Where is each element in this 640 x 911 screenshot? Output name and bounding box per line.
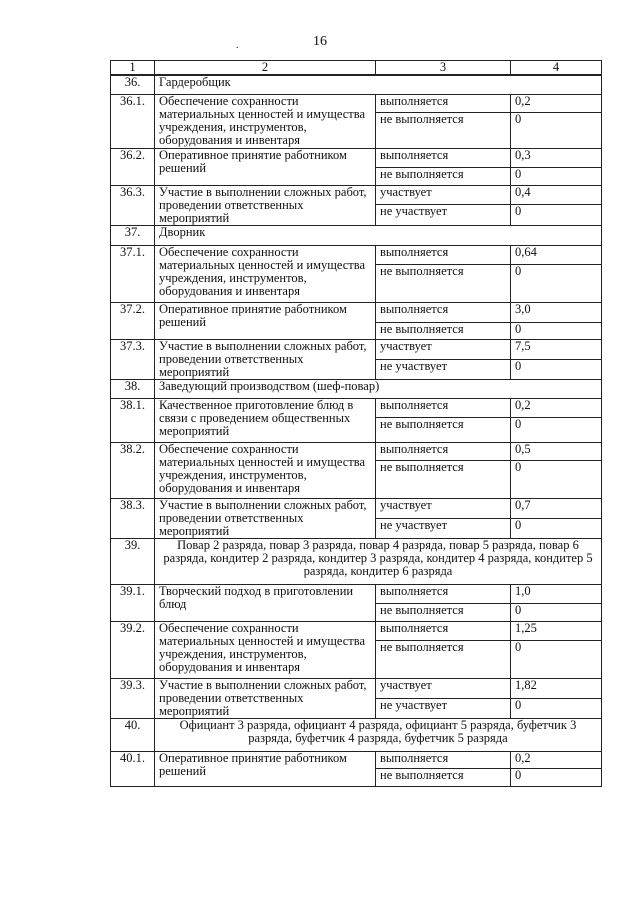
- table-row: [111, 751, 602, 768]
- table-row: [111, 398, 602, 417]
- condition-text: не выполняется: [376, 112, 511, 148]
- condition-text: не выполняется: [376, 768, 511, 786]
- header-col-1: 1: [111, 61, 155, 76]
- section-row: [111, 225, 602, 245]
- table-row: [111, 498, 602, 518]
- item-number: 37.2.: [111, 302, 155, 339]
- page-number: 16: [313, 34, 327, 49]
- section-row: [111, 75, 602, 94]
- item-description: Обеспечение сохранности материальных ценностей и имущества учреждения, инструментов, оборудования и инвентаря: [155, 442, 376, 498]
- header-col-2: 2: [155, 61, 376, 76]
- item-description: Качественное приготовление блюд в связи с проведением общественных мероприятий: [155, 398, 376, 442]
- section-number: 36.: [111, 75, 155, 94]
- item-number: 36.3.: [111, 185, 155, 225]
- table-header-row: [111, 61, 602, 76]
- item-description: Участие в выполнении сложных работ, проведении ответственных мероприятий: [155, 678, 376, 718]
- condition-text: участвует: [376, 678, 511, 699]
- condition-text: выполняется: [376, 94, 511, 112]
- condition-text: не выполняется: [376, 167, 511, 185]
- coefficient-value: 0: [511, 112, 602, 148]
- section-row: [111, 538, 602, 584]
- coefficient-value: 0: [511, 204, 602, 225]
- section-title: Официант 3 разряда, официант 4 разряда, официант 5 разряда, буфетчик 3 разряда, буфетчик 4 разряда, буфетчик 5 разряда: [155, 718, 602, 751]
- coefficient-value: 0,7: [511, 498, 602, 518]
- coefficient-value: 0: [511, 264, 602, 302]
- coefficient-value: 1,82: [511, 678, 602, 699]
- item-description: Оперативное принятие работником решений: [155, 302, 376, 339]
- condition-text: выполняется: [376, 751, 511, 768]
- item-description: Оперативное принятие работником решений: [155, 148, 376, 185]
- header-col-4: 4: [511, 61, 602, 76]
- section-row: [111, 379, 602, 398]
- item-number: 38.1.: [111, 398, 155, 442]
- condition-text: не выполняется: [376, 640, 511, 678]
- item-number: 36.2.: [111, 148, 155, 185]
- item-description: Обеспечение сохранности материальных ценностей и имущества учреждения, инструментов, оборудования и инвентаря: [155, 621, 376, 678]
- coefficient-value: 7,5: [511, 339, 602, 359]
- condition-text: не участвует: [376, 204, 511, 225]
- condition-text: выполняется: [376, 302, 511, 322]
- condition-text: участвует: [376, 339, 511, 359]
- table-row: [111, 678, 602, 699]
- table-row: [111, 94, 602, 112]
- coefficient-value: 0: [511, 417, 602, 442]
- coefficient-value: 0: [511, 167, 602, 185]
- section-number: 38.: [111, 379, 155, 398]
- table-row: [111, 148, 602, 167]
- item-number: 37.1.: [111, 245, 155, 302]
- item-number: 38.3.: [111, 498, 155, 538]
- condition-text: выполняется: [376, 398, 511, 417]
- stray-dot: .: [236, 40, 239, 51]
- condition-text: выполняется: [376, 584, 511, 603]
- item-number: 39.3.: [111, 678, 155, 718]
- coefficient-value: 1,25: [511, 621, 602, 640]
- condition-text: выполняется: [376, 621, 511, 640]
- coefficient-value: 0: [511, 640, 602, 678]
- coefficient-value: 0,64: [511, 245, 602, 264]
- condition-text: не выполняется: [376, 460, 511, 498]
- table-row: [111, 442, 602, 460]
- item-description: Участие в выполнении сложных работ, проведении ответственных мероприятий: [155, 185, 376, 225]
- condition-text: не участвует: [376, 359, 511, 379]
- condition-text: не участвует: [376, 699, 511, 719]
- item-description: Оперативное принятие работником решений: [155, 751, 376, 786]
- table-row: [111, 185, 602, 204]
- indicator-table: [110, 60, 602, 787]
- table-row: [111, 302, 602, 322]
- item-description: Обеспечение сохранности материальных ценностей и имущества учреждения, инструментов, оборудования и инвентаря: [155, 245, 376, 302]
- condition-text: участвует: [376, 185, 511, 204]
- item-number: 37.3.: [111, 339, 155, 379]
- table-row: [111, 584, 602, 603]
- table-row: [111, 245, 602, 264]
- section-number: 37.: [111, 225, 155, 245]
- coefficient-value: 0,4: [511, 185, 602, 204]
- coefficient-value: 0: [511, 460, 602, 498]
- coefficient-value: 0: [511, 322, 602, 339]
- section-title: Повар 2 разряда, повар 3 разряда, повар 4 разряда, повар 5 разряда, повар 6 разряда, кондитер 2 разряда, кондитер 3 разряда, кондитер 4 разряда, кондитер 5 разряда, кондитер 6 разряда: [155, 538, 602, 584]
- condition-text: участвует: [376, 498, 511, 518]
- section-number: 39.: [111, 538, 155, 584]
- item-description: Участие в выполнении сложных работ, проведении ответственных мероприятий: [155, 339, 376, 379]
- item-number: 38.2.: [111, 442, 155, 498]
- coefficient-value: 1,0: [511, 584, 602, 603]
- table-row: [111, 339, 602, 359]
- coefficient-value: 0,2: [511, 94, 602, 112]
- table-row: [111, 621, 602, 640]
- item-description: Участие в выполнении сложных работ, проведении ответственных мероприятий: [155, 498, 376, 538]
- item-number: 39.2.: [111, 621, 155, 678]
- section-title: Гардеробщик: [155, 75, 602, 94]
- coefficient-value: 0: [511, 603, 602, 621]
- condition-text: выполняется: [376, 245, 511, 264]
- condition-text: не выполняется: [376, 264, 511, 302]
- coefficient-value: 0,2: [511, 398, 602, 417]
- section-title: Дворник: [155, 225, 602, 245]
- coefficient-value: 0: [511, 518, 602, 538]
- coefficient-value: 3,0: [511, 302, 602, 322]
- coefficient-value: 0: [511, 699, 602, 719]
- coefficient-value: 0: [511, 359, 602, 379]
- condition-text: выполняется: [376, 148, 511, 167]
- section-row: [111, 718, 602, 751]
- condition-text: не выполняется: [376, 322, 511, 339]
- condition-text: не участвует: [376, 518, 511, 538]
- coefficient-value: 0,5: [511, 442, 602, 460]
- item-number: 40.1.: [111, 751, 155, 786]
- item-number: 36.1.: [111, 94, 155, 148]
- coefficient-value: 0,2: [511, 751, 602, 768]
- item-description: Обеспечение сохранности материальных ценностей и имущества учреждения, инструментов, оборудования и инвентаря: [155, 94, 376, 148]
- item-number: 39.1.: [111, 584, 155, 621]
- condition-text: выполняется: [376, 442, 511, 460]
- condition-text: не выполняется: [376, 417, 511, 442]
- section-number: 40.: [111, 718, 155, 751]
- condition-text: не выполняется: [376, 603, 511, 621]
- coefficient-value: 0,3: [511, 148, 602, 167]
- header-col-3: 3: [376, 61, 511, 76]
- coefficient-value: 0: [511, 768, 602, 786]
- section-title: Заведующий производством (шеф-повар): [155, 379, 602, 398]
- item-description: Творческий подход в приготовлении блюд: [155, 584, 376, 621]
